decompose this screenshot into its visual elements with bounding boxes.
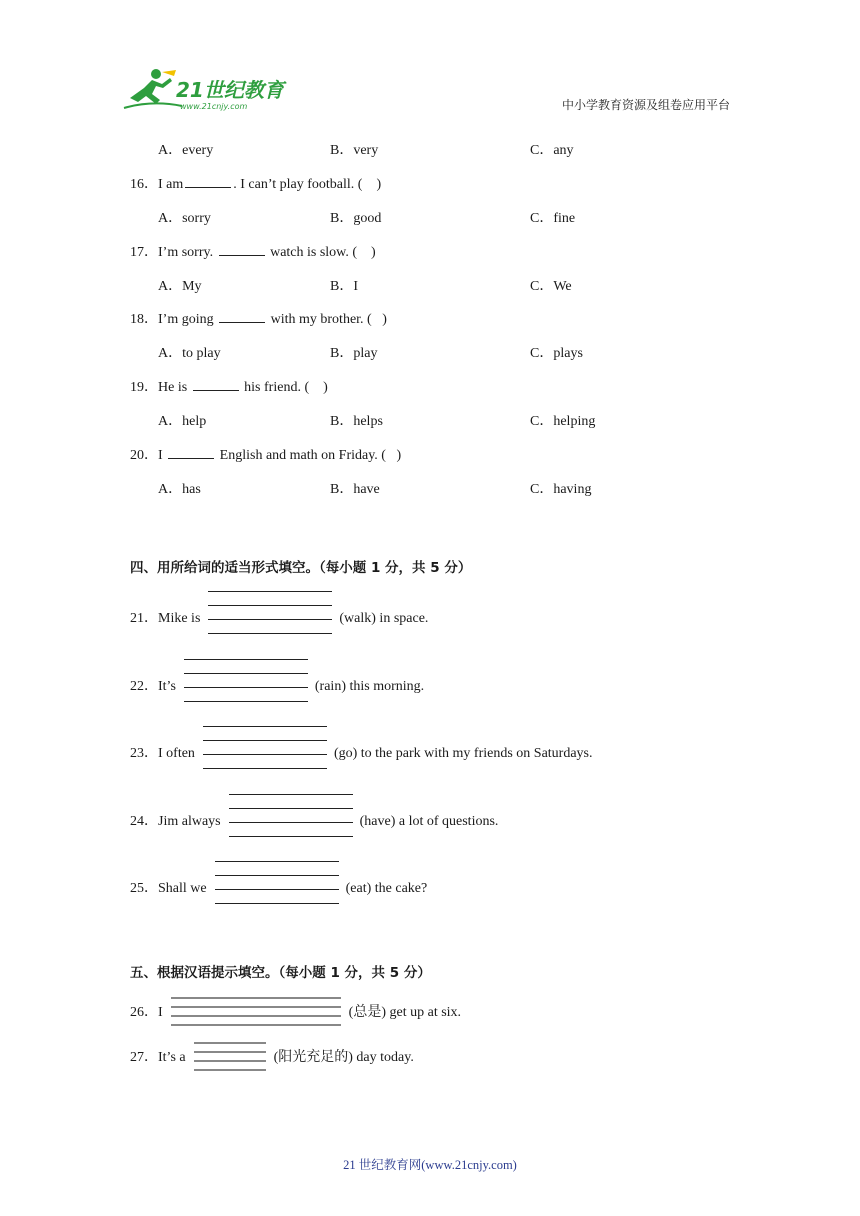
- section-5-title: 五、根据汉语提示填空。（每小题 1 分，共 5 分）: [130, 965, 431, 981]
- q15-option-b: B．very: [330, 143, 379, 158]
- q17-option-a: A．My: [158, 279, 202, 294]
- q18-option-b: B．play: [330, 346, 378, 361]
- question-27: 27．It’s a (阳光充足的) day today.: [130, 1046, 414, 1066]
- svg-text:21世纪教育: 21世纪教育: [176, 78, 284, 102]
- q16-option-c: C．fine: [530, 211, 576, 226]
- q17-option-c: C．We: [530, 279, 572, 294]
- q16-option-a: A．sorry: [158, 211, 211, 226]
- q18-option-a: A．to play: [158, 346, 221, 361]
- answer-blank[interactable]: [193, 378, 239, 391]
- answer-blank[interactable]: [185, 175, 231, 188]
- answer-blank[interactable]: [229, 815, 353, 829]
- answer-blank[interactable]: [219, 310, 265, 323]
- platform-label: 中小学教育资源及组卷应用平台: [561, 98, 730, 112]
- q19-option-b: B．helps: [330, 414, 383, 429]
- answer-blank[interactable]: [168, 446, 214, 459]
- answer-blank[interactable]: [171, 1006, 341, 1020]
- question-19: 19．He is his friend. ( ): [130, 380, 328, 395]
- question-22: 22．It’s (rain) this morning.: [130, 675, 424, 695]
- answer-blank[interactable]: [215, 882, 339, 896]
- q17-option-b: B．I: [330, 279, 358, 294]
- q19-option-a: A．help: [158, 414, 207, 429]
- question-23: 23．I often (go) to the park with my friends on Saturdays.: [130, 742, 593, 762]
- question-24: 24．Jim always (have) a lot of questions.: [130, 810, 498, 830]
- q18-option-c: C．plays: [530, 346, 583, 361]
- question-17: 17．I’m sorry. watch is slow. ( ): [130, 245, 376, 260]
- q20-option-b: B．have: [330, 482, 380, 497]
- runner-icon: [124, 69, 182, 108]
- q16-option-b: B．good: [330, 211, 382, 226]
- section-4-title: 四、用所给词的适当形式填空。（每小题 1 分，共 5 分）: [130, 560, 472, 576]
- site-logo: [122, 66, 292, 112]
- question-21: 21．Mike is (walk) in space.: [130, 607, 428, 627]
- svg-text:www.21cnjy.com: www.21cnjy.com: [180, 102, 248, 111]
- answer-blank[interactable]: [208, 612, 332, 626]
- q15-option-c: C．any: [530, 143, 574, 158]
- answer-blank[interactable]: [203, 747, 327, 761]
- q15-option-a: A．every: [158, 143, 214, 158]
- question-25: 25．Shall we (eat) the cake?: [130, 877, 427, 897]
- question-26: 26．I (总是) get up at six.: [130, 1001, 461, 1021]
- footer-source: 21 世纪教育网(www.21cnjy.com): [343, 1158, 517, 1172]
- answer-blank[interactable]: [194, 1051, 266, 1065]
- q20-option-c: C．having: [530, 482, 592, 497]
- answer-blank[interactable]: [219, 243, 265, 256]
- q19-option-c: C．helping: [530, 414, 596, 429]
- q20-option-a: A．has: [158, 482, 201, 497]
- answer-blank[interactable]: [184, 680, 308, 694]
- question-20: 20．I English and math on Friday. ( ): [130, 448, 402, 463]
- question-16: 16．I am . I can’t play football. ( ): [130, 177, 382, 192]
- question-18: 18．I’m going with my brother. ( ): [130, 312, 387, 327]
